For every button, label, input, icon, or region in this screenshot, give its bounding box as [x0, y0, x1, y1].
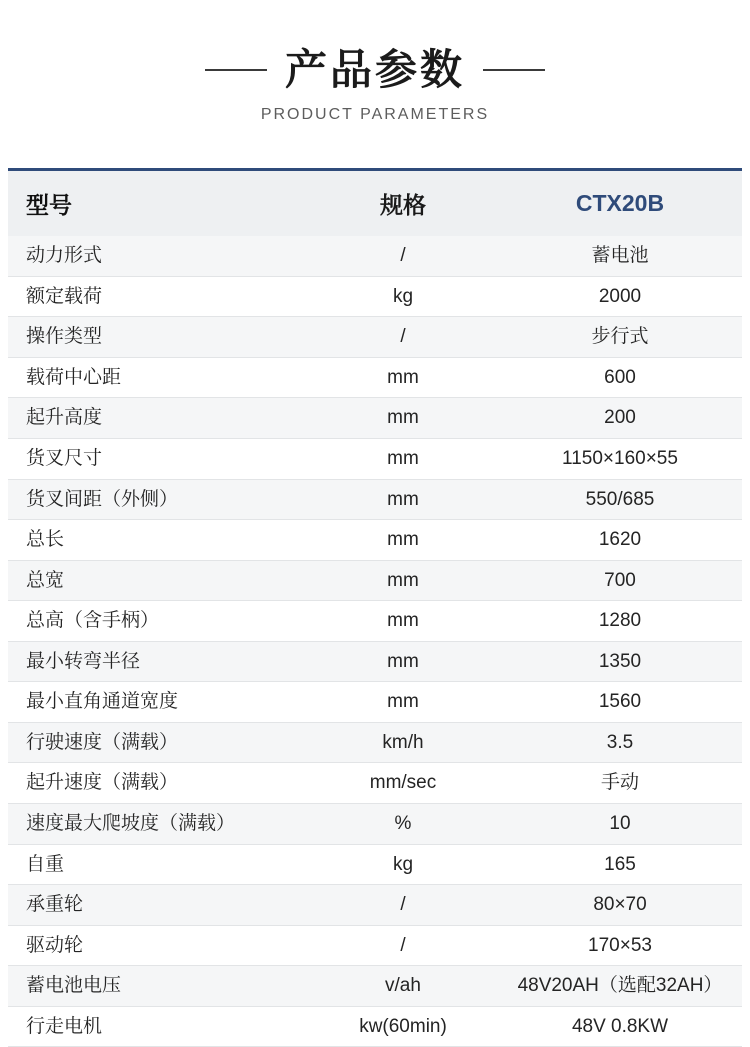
cell-parameter-unit: kg	[308, 844, 498, 885]
title-rule-left	[205, 69, 267, 71]
table-row	[8, 601, 742, 642]
table-row	[8, 763, 742, 804]
table-row	[8, 398, 742, 439]
cell-parameter-value: 200	[498, 398, 742, 439]
cell-parameter-value: 165	[498, 844, 742, 885]
cell-parameter-value: 48V 0.8KW	[498, 1006, 742, 1047]
cell-parameter-unit: /	[308, 925, 498, 966]
cell-parameter-name: 总高（含手柄）	[8, 601, 308, 642]
cell-parameter-value: 700	[498, 560, 742, 601]
cell-parameter-name: 货叉间距（外侧）	[8, 479, 308, 520]
cell-parameter-name: 总宽	[8, 560, 308, 601]
cell-parameter-name: 操作类型	[8, 317, 308, 358]
spec-table	[8, 171, 742, 1047]
cell-parameter-value: 1280	[498, 601, 742, 642]
cell-parameter-value: 1560	[498, 682, 742, 723]
table-row	[8, 276, 742, 317]
table-row	[8, 885, 742, 926]
cell-parameter-value: 蓄电池	[498, 236, 742, 276]
cell-parameter-unit: mm	[308, 560, 498, 601]
table-row	[8, 357, 742, 398]
table-row	[8, 803, 742, 844]
table-row	[8, 925, 742, 966]
cell-parameter-value: 48V20AH（选配32AH）	[498, 966, 742, 1007]
cell-parameter-unit: mm	[308, 357, 498, 398]
cell-parameter-unit: mm	[308, 682, 498, 723]
cell-parameter-value: 手动	[498, 763, 742, 804]
cell-parameter-name: 总长	[8, 520, 308, 561]
cell-parameter-name: 行驶速度（满载）	[8, 722, 308, 763]
column-header-spec: 规格	[308, 171, 498, 236]
cell-parameter-unit: mm	[308, 641, 498, 682]
cell-parameter-value: 1350	[498, 641, 742, 682]
cell-parameter-name: 起升速度（满载）	[8, 763, 308, 804]
cell-parameter-unit: mm/sec	[308, 763, 498, 804]
cell-parameter-unit: mm	[308, 520, 498, 561]
cell-parameter-name: 行走电机	[8, 1006, 308, 1047]
spec-table-header	[8, 171, 742, 236]
cell-parameter-name: 驱动轮	[8, 925, 308, 966]
table-row	[8, 479, 742, 520]
cell-parameter-name: 载荷中心距	[8, 357, 308, 398]
cell-parameter-unit: kw(60min)	[308, 1006, 498, 1047]
table-row	[8, 966, 742, 1007]
table-row	[8, 439, 742, 480]
table-row	[8, 844, 742, 885]
table-row	[8, 1006, 742, 1047]
cell-parameter-name: 自重	[8, 844, 308, 885]
cell-parameter-unit: /	[308, 885, 498, 926]
cell-parameter-name: 动力形式	[8, 236, 308, 276]
cell-parameter-value: 80×70	[498, 885, 742, 926]
page-subtitle: PRODUCT PARAMETERS	[260, 106, 490, 124]
cell-parameter-unit: /	[308, 317, 498, 358]
table-row	[8, 722, 742, 763]
cell-parameter-unit: mm	[308, 479, 498, 520]
cell-parameter-unit: kg	[308, 276, 498, 317]
table-row	[8, 236, 742, 276]
cell-parameter-value: 550/685	[498, 479, 742, 520]
table-row	[8, 641, 742, 682]
cell-parameter-unit: mm	[308, 439, 498, 480]
cell-parameter-value: 步行式	[498, 317, 742, 358]
page-header	[0, 0, 750, 124]
cell-parameter-value: 1620	[498, 520, 742, 561]
title-row	[0, 46, 750, 94]
cell-parameter-unit: v/ah	[308, 966, 498, 1007]
cell-parameter-name: 起升高度	[8, 398, 308, 439]
table-row	[8, 317, 742, 358]
spec-table-container	[8, 168, 742, 1047]
cell-parameter-value: 3.5	[498, 722, 742, 763]
cell-parameter-name: 承重轮	[8, 885, 308, 926]
cell-parameter-unit: /	[308, 236, 498, 276]
cell-parameter-value: 1150×160×55	[498, 439, 742, 480]
cell-parameter-name: 货叉尺寸	[8, 439, 308, 480]
cell-parameter-value: 10	[498, 803, 742, 844]
cell-parameter-value: 2000	[498, 276, 742, 317]
cell-parameter-unit: %	[308, 803, 498, 844]
cell-parameter-name: 最小直角通道宽度	[8, 682, 308, 723]
cell-parameter-unit: mm	[308, 601, 498, 642]
cell-parameter-name: 最小转弯半径	[8, 641, 308, 682]
table-row	[8, 520, 742, 561]
spec-table-body	[8, 236, 742, 1046]
cell-parameter-value: 600	[498, 357, 742, 398]
cell-parameter-value: 170×53	[498, 925, 742, 966]
title-rule-right	[483, 69, 545, 71]
cell-parameter-name: 额定载荷	[8, 276, 308, 317]
column-header-model: CTX20B	[498, 171, 742, 236]
page-title: 产品参数	[284, 46, 465, 93]
table-row	[8, 560, 742, 601]
cell-parameter-unit: km/h	[308, 722, 498, 763]
cell-parameter-unit: mm	[308, 398, 498, 439]
cell-parameter-name: 蓄电池电压	[8, 966, 308, 1007]
table-row	[8, 682, 742, 723]
table-header-row	[8, 171, 742, 236]
cell-parameter-name: 速度最大爬坡度（满载）	[8, 803, 308, 844]
column-header-name: 型号	[8, 171, 308, 236]
